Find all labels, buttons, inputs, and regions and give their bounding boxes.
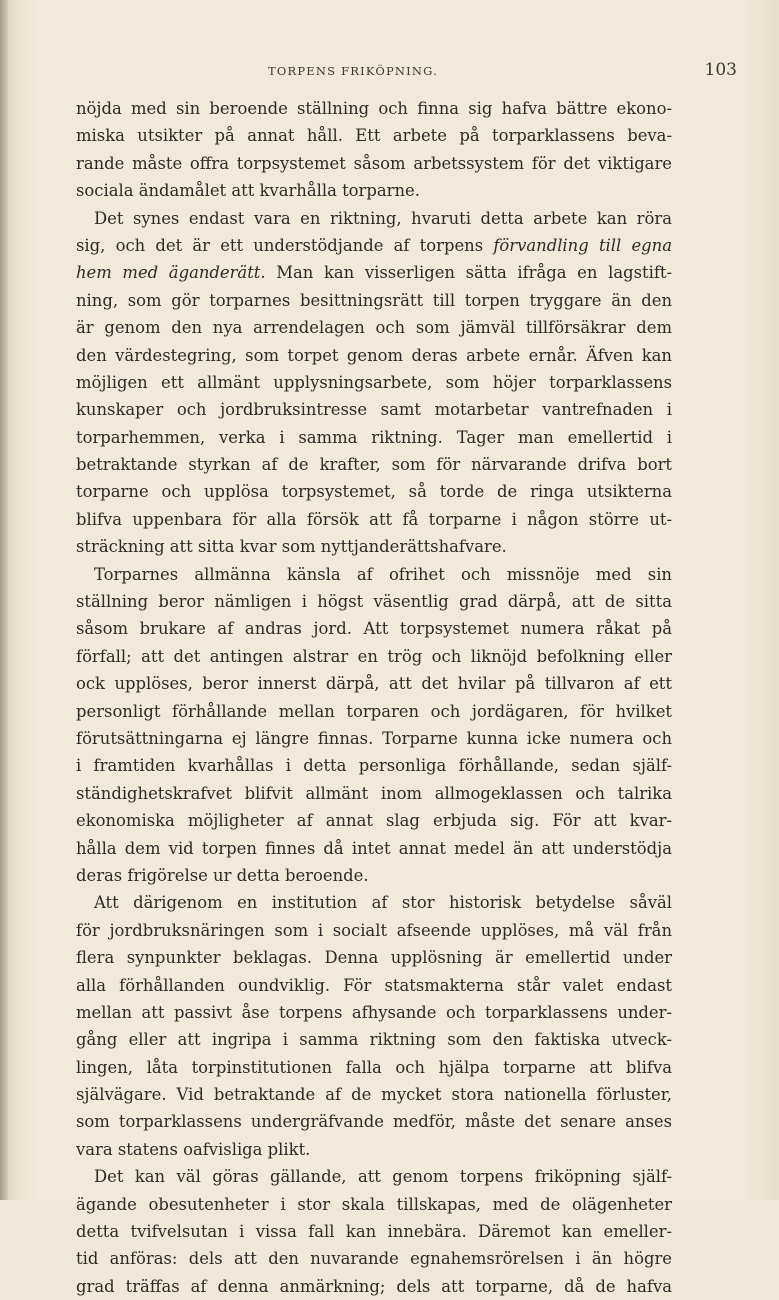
body-text [76,95,672,1300]
text-line: ning, som gör torparnes besittningsrätt till torpen tryggare än den [76,290,672,310]
text-line: flera synpunkter beklagas. Denna upplösning är emellertid under [76,948,672,968]
italic-text: förvandling till egna [493,235,672,255]
text-line: betraktande styrkan af de krafter, som för närvarande drifva bort [76,455,672,475]
text-line: gång eller att ingripa i samma riktning som den faktiska utveck- [76,1030,672,1050]
text-line: deras frigörelse ur detta beroende. [76,865,369,885]
text-line: Det kan väl göras gällande, att genom torpens friköpning själf- [94,1167,672,1187]
text-line: blifva uppenbara för alla försök att få torparne i någon större ut- [76,509,672,529]
text-line: vara statens oafvisliga plikt. [76,1139,311,1159]
text-line: som torparklassens undergräfvande medför, måste det senare anses [76,1112,672,1132]
text-line: för jordbruksnäringen som i socialt afseende upplöses, må väl från [76,920,672,940]
text-line: torparhemmen, verka i samma riktning. Tager man emellertid i [76,427,672,447]
text-line: förfall; att det antingen alstrar en trög och liknöjd befolkning eller [76,646,672,666]
text-line: rande måste offra torpsystemet såsom arbetssystem för det viktigare [76,153,672,173]
text-line: miska utsikter på annat håll. Ett arbete på torparklassens beva- [76,126,672,146]
text-line: lingen, låta torpinstitutionen falla och hjälpa torparne att blifva [76,1057,672,1077]
text-line-mixed [76,259,672,286]
text-span: Man kan visserligen sätta ifråga en lagstift- [265,263,672,283]
text-line: alla förhållanden oundviklig. För statsmakterna står valet endast [76,975,672,995]
text-line: ock upplöses, beror innerst därpå, att det hvilar på tillvaron af ett [76,674,672,694]
page-number: 103 [704,60,737,80]
page-header [90,60,737,86]
text-line: Att därigenom en institution af stor historisk betydelse såväl [94,893,672,913]
book-spine-shadow [0,0,8,1200]
running-title: TORPENS FRIKÖPNING. [268,64,439,78]
text-line: såsom brukare af andras jord. Att torpsystemet numera råkat på [76,619,672,639]
text-line: ekonomiska möjligheter af annat slag erbjuda sig. För att kvar- [76,811,672,831]
text-line: ägande obesutenheter i stor skala tillskapas, med de olägenheter [76,1194,672,1214]
text-line: mellan att passivt åse torpens afhysande och torparklassens under- [76,1002,672,1022]
text-line: möjligen ett allmänt upplysningsarbete, som höjer torparklassens [76,372,672,392]
text-line: hålla dem vid torpen finnes då intet annat medel än att understödja [76,838,672,858]
text-line: sociala ändamålet att kvarhålla torparne. [76,181,420,201]
text-line: Torparnes allmänna känsla af ofrihet och missnöje med sin [94,564,672,584]
text-span: sig, och det är ett understödjande af torpens [76,235,494,255]
text-line: är genom den nya arrendelagen och som jämväl tillförsäkrar dem [76,318,672,338]
text-line-mixed [76,232,672,259]
text-line: kunskaper och jordbruksintresse samt motarbetar vantrefnaden i [76,400,672,420]
text-line: personligt förhållande mellan torparen och jordägaren, för hvilket [76,701,672,721]
italic-text: hem med äganderätt. [76,263,266,283]
text-line: självägare. Vid betraktande af de mycket stora nationella förluster, [76,1085,672,1105]
text-line: ständighetskrafvet blifvit allmänt inom allmogeklassen och talrika [76,783,672,803]
text-line: nöjda med sin beroende ställning och finna sig hafva bättre ekono- [76,99,672,118]
text-line: den värdestegring, som torpet genom deras arbete ernår. Äfven kan [76,345,672,365]
text-line: detta tvifvelsutan i vissa fall kan innebära. Däremot kan emeller- [76,1222,672,1242]
text-line: förutsättningarna ej längre finnas. Torparne kunna icke numera och [76,728,672,748]
text-line: torparne och upplösa torpsystemet, så torde de ringa utsikterna [76,482,672,502]
text-line: grad träffas af denna anmärkning; dels att torparne, då de hafva [76,1276,672,1296]
text-line: sträckning att sitta kvar som nyttjanderättshafvare. [76,537,507,557]
text-line: tid anföras: dels att den nuvarande egnahemsrörelsen i än högre [76,1249,672,1269]
text-line: Det synes endast vara en riktning, hvaruti detta arbete kan röra [94,208,672,228]
text-line: ställning beror nämligen i högst väsentlig grad därpå, att de sitta [76,592,672,612]
text-line: i framtiden kvarhållas i detta personliga förhållande, sedan själf- [76,756,672,776]
